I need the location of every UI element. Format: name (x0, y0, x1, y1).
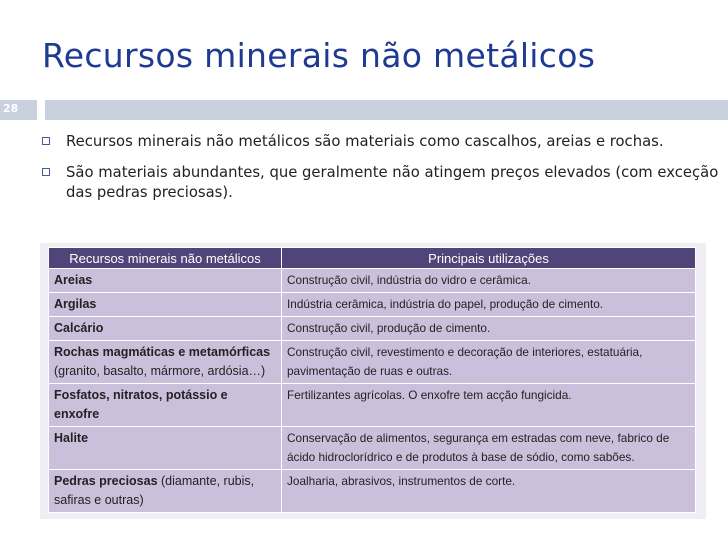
bullet-list (36, 132, 726, 214)
resource-cell (49, 470, 282, 513)
slide-number: 28 (3, 102, 19, 115)
minerals-table-frame (40, 243, 706, 519)
resource-name: Fosfatos, nitratos, potássio e enxofre (54, 388, 228, 421)
resource-cell (49, 317, 282, 341)
minerals-table (48, 247, 696, 513)
resource-name: Calcário (54, 321, 104, 335)
bullet-text: Recursos minerais não metálicos são materiais como cascalhos, areias e rochas. (66, 133, 664, 150)
table-row (49, 317, 696, 341)
resource-detail: (diamante, rubis, safiras e outras) (54, 474, 255, 507)
table-row (49, 293, 696, 317)
use-cell: Construção civil, indústria do vidro e cerâmica. (282, 269, 696, 293)
square-bullet-icon (42, 137, 50, 145)
table-header-row (49, 248, 696, 269)
bullet-text: São materiais abundantes, que geralmente não atingem preços elevados (com exceção das pedras preciosas). (66, 164, 719, 201)
resource-name: Pedras preciosas (54, 474, 158, 488)
header-cell-uses: Principais utilizações (282, 248, 696, 269)
header-cell-resources: Recursos minerais não metálicos (49, 248, 282, 269)
bullet-item (36, 132, 726, 152)
resource-cell (49, 427, 282, 470)
table-row (49, 269, 696, 293)
use-cell: Construção civil, produção de cimento. (282, 317, 696, 341)
use-cell: Fertilizantes agrícolas. O enxofre tem acção fungicida. (282, 384, 696, 427)
table-row (49, 384, 696, 427)
table-row (49, 470, 696, 513)
resource-name: Rochas magmáticas e metamórficas (54, 345, 271, 359)
square-bullet-icon (42, 168, 50, 176)
resource-name: Halite (54, 431, 89, 445)
resource-cell (49, 293, 282, 317)
resource-name: Argilas (54, 297, 97, 311)
bullet-item (36, 163, 726, 203)
resource-cell (49, 384, 282, 427)
table-row (49, 341, 696, 384)
resource-name: Areias (54, 273, 93, 287)
slide-title: Recursos minerais não metálicos (42, 36, 596, 75)
resource-cell (49, 341, 282, 384)
resource-detail: (granito, basalto, mármore, ardósia…) (54, 364, 266, 378)
table-row (49, 427, 696, 470)
use-cell: Construção civil, revestimento e decoração de interiores, estatuária, pavimentação de ruas e outras. (282, 341, 696, 384)
use-cell: Indústria cerâmica, indústria do papel, produção de cimento. (282, 293, 696, 317)
resource-cell (49, 269, 282, 293)
use-cell: Joalharia, abrasivos, instrumentos de corte. (282, 470, 696, 513)
use-cell: Conservação de alimentos, segurança em estradas com neve, fabrico de ácido hidroclorídrico e de produtos à base de sódio, como sabões. (282, 427, 696, 470)
header-divider-bar (45, 100, 728, 120)
